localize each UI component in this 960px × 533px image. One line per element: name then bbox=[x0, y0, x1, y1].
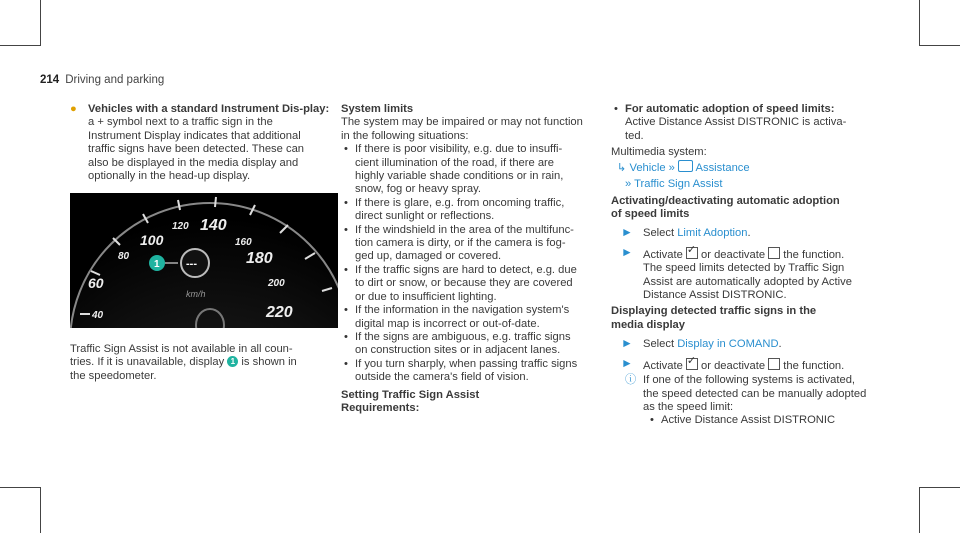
crop-mark bbox=[920, 487, 960, 488]
page-number: 214 bbox=[40, 74, 60, 86]
limit-adoption-link[interactable]: Limit Adoption bbox=[677, 227, 748, 240]
checkbox-checked-icon bbox=[686, 247, 698, 259]
speed-label: 160 bbox=[235, 237, 252, 248]
menu-vehicle-link[interactable]: Vehicle bbox=[629, 161, 666, 174]
speed-label: 220 bbox=[266, 304, 293, 321]
checkbox-empty-icon bbox=[768, 358, 780, 370]
list-item: • If the traffic signs are hard to detect, e.g. due to dirt or snow, or because they are covered or due to insufficient lighting. bbox=[341, 264, 596, 304]
list-item: • If the windshield in the area of the multifunc- tion camera is dirty, or if the camera is fog- ged up, damaged or covered. bbox=[341, 224, 596, 264]
display-heading: Displaying detected traffic signs in the media display bbox=[611, 305, 817, 331]
traffic-sign-text: --- bbox=[186, 258, 197, 270]
step-arrow-icon: ► bbox=[621, 225, 633, 240]
info-note: ⓘ If one of the following systems is activated, the speed detected can be manually adopted as the speed limit: • Active Distance Assist DISTRONIC bbox=[625, 374, 881, 428]
note-icon: ● bbox=[70, 103, 77, 115]
speed-label: 100 bbox=[140, 232, 164, 248]
crop-mark bbox=[919, 487, 920, 533]
system-limits-heading: System limits bbox=[341, 103, 414, 115]
callout-badge-number: 1 bbox=[154, 259, 160, 270]
speed-label: 80 bbox=[118, 251, 130, 262]
list-item: • If there is poor visibility, e.g. due to insuffi- cient illumination of the road, if there are highly variable shade conditions or in rain, snow, fog or heavy spray. bbox=[341, 143, 596, 197]
crop-mark bbox=[0, 487, 40, 488]
multimedia-label: Multimedia system: bbox=[611, 146, 707, 159]
speed-label: 140 bbox=[200, 217, 227, 234]
list-item: • If there is glare, e.g. from oncoming traffic, direct sunlight or reflections. bbox=[341, 197, 596, 224]
note-title: Vehicles with a standard Instrument Dis-play: bbox=[88, 103, 330, 115]
speed-label: 40 bbox=[92, 310, 104, 321]
step-arrow-icon: ► bbox=[621, 244, 633, 259]
list-item: • If you turn sharply, when passing traffic signs outside the camera's field of vision. bbox=[341, 358, 596, 385]
menu-assistance-link[interactable]: Assistance bbox=[695, 161, 750, 174]
page-header bbox=[40, 74, 164, 86]
standard-display-note: ● Vehicles with a standard Instrument Dis-play: a + symbol next to a traffic sign in the Instrument Display indicates that additional traffic signs have been detected. These can also be displayed in the media display and optionally in the head-up display. bbox=[70, 103, 330, 183]
callout-badge: 1 bbox=[227, 356, 238, 367]
list-item: • For automatic adoption of speed limits: Active Distance Assist DISTRONIC is activa- ted. bbox=[611, 103, 881, 143]
speedometer-image bbox=[70, 193, 338, 328]
speed-unit: km/h bbox=[186, 289, 206, 299]
activate-heading: Activating/deactivating automatic adoption of speed limits bbox=[611, 194, 840, 221]
info-icon: ⓘ bbox=[625, 374, 637, 387]
list-item: • If the information in the navigation system's digital map is incorrect or out-of-date. bbox=[341, 304, 596, 331]
middle-column: System limits The system may be impaired or may not function in the following situations: • If there is poor visibility, e.g. due to insuffi- cient illumination of the road, if there are highly variable shade conditions or in rain, snow, fog or heavy spray. • If there is glare, e.g. from oncoming traffic, direct sunlight or reflections. • If the windshield in the area of the multifunc- tion camera is dirty, or if the camera is fog- ged up, damaged or covered. • If the traffic signs are hard to detect, e.g. due to dirt or snow, or because they are covered or due to insufficient lighting. • If the information in the navigation system's digital map is incorrect or out-of-date. • If the signs are ambiguous, e.g. traffic signs on construction sites or in adjacent lanes. • If you turn sharply, when passing traffic signs outside the camera's field of vision. Setting Traffic Sign Assist Requirements: bbox=[341, 103, 596, 415]
speed-label: 180 bbox=[246, 250, 273, 267]
crop-mark bbox=[0, 45, 40, 46]
step-arrow-icon: ► bbox=[621, 336, 633, 351]
menu-traffic-sign-assist-link[interactable]: Traffic Sign Assist bbox=[634, 177, 723, 190]
speed-label: 120 bbox=[172, 221, 189, 232]
left-column bbox=[70, 103, 338, 183]
right-column bbox=[611, 103, 881, 428]
crop-mark bbox=[919, 0, 920, 46]
menu-path: ↳ Vehicle » Assistance » Traffic Sign Assist bbox=[617, 161, 750, 190]
display-in-comand-link[interactable]: Display in COMAND bbox=[677, 338, 779, 351]
list-item: • If the signs are ambiguous, e.g. traffic signs on construction sites or in adjacent lanes. bbox=[341, 331, 596, 358]
step-arrow-icon: ► bbox=[621, 355, 633, 370]
step-select-limit-adoption: ► Select Limit Adoption. bbox=[621, 225, 751, 240]
step-select-display: ► Select Display in COMAND. bbox=[621, 336, 782, 351]
crop-mark bbox=[40, 0, 41, 46]
assistance-car-icon bbox=[678, 160, 693, 172]
checkbox-empty-icon bbox=[768, 247, 780, 259]
setting-heading: Setting Traffic Sign Assist bbox=[341, 388, 480, 401]
requirements-label: Requirements: bbox=[341, 401, 420, 414]
left-after-gauge: Traffic Sign Assist is not available in all coun- tries. If it is unavailable, display 1 is shown in the speedometer. bbox=[70, 343, 297, 382]
step-activate: ► Activate ✓ or deactivate the function. The speed limits detected by Traffic Sign Assist are automatically adopted by Active Distance Assist DISTRONIC. bbox=[611, 247, 881, 303]
section-title: Driving and parking bbox=[65, 74, 165, 86]
speed-label: 200 bbox=[268, 278, 285, 289]
list-item: • Active Distance Assist DISTRONIC bbox=[647, 414, 881, 427]
speed-label: 60 bbox=[88, 275, 104, 291]
checkbox-checked-icon bbox=[686, 358, 698, 370]
step-activate-display: ► Activate ✓ or deactivate the function. bbox=[611, 358, 881, 373]
crop-mark bbox=[920, 45, 960, 46]
crop-mark bbox=[40, 487, 41, 533]
